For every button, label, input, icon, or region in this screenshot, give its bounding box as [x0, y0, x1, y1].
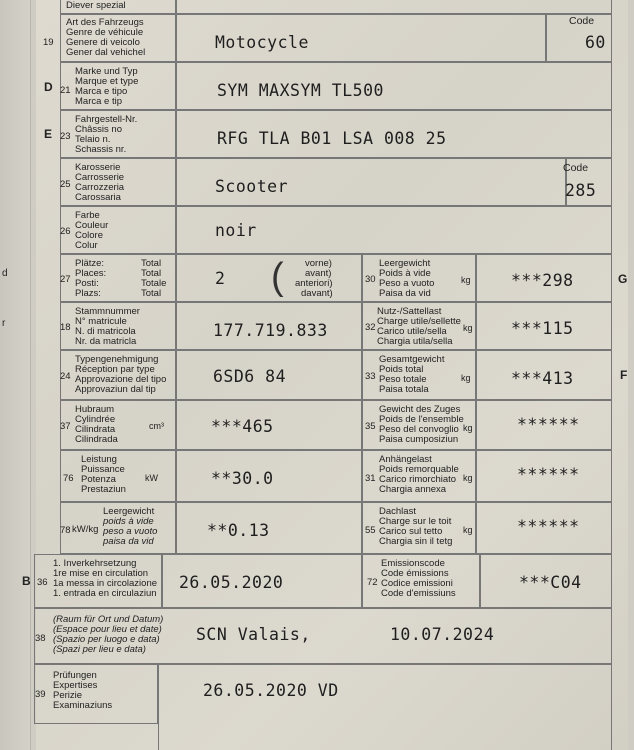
power-cell — [176, 450, 362, 502]
power-weight-ratio-cell — [176, 502, 362, 554]
field-label: Marca e tipo — [75, 86, 128, 97]
field-number: 26 — [60, 226, 71, 237]
field-35-label-cell — [362, 400, 476, 450]
total-label: Total — [141, 258, 162, 269]
margin-letter-b: B — [22, 574, 31, 588]
payload-cell — [476, 302, 612, 350]
field-label: Puissance — [81, 464, 125, 475]
field-number: 31 — [365, 473, 376, 484]
field-number: 32 — [365, 322, 376, 333]
field-number: 36 — [37, 577, 48, 588]
total-weight-cell — [476, 350, 612, 400]
unit-label: kW — [145, 473, 158, 483]
power-weight-ratio-value: **0.13 — [207, 521, 270, 540]
chassis-number-cell — [176, 110, 612, 158]
emission-code-cell — [480, 554, 612, 608]
roof-load-value: ****** — [517, 517, 580, 536]
field-label: Fahrgestell-Nr. — [75, 114, 138, 125]
field-label: Carico utile/sella — [377, 326, 447, 337]
code-label: Code — [569, 15, 595, 27]
inspection-value: 26.05.2020 VD — [203, 681, 339, 700]
bracket-icon: ( — [271, 256, 284, 298]
code-value: 60 — [585, 33, 606, 52]
field-label: Marque et type — [75, 76, 139, 87]
field-number: 78 — [60, 525, 71, 536]
field-label: Paisa totala — [379, 384, 429, 395]
field-label: Chargia utila/sella — [377, 336, 453, 347]
color-cell — [176, 206, 612, 254]
body-type-cell — [176, 158, 566, 206]
front-label: avant) — [305, 268, 332, 279]
field-number: 24 — [60, 371, 71, 382]
towing-capacity-cell — [476, 450, 612, 502]
field-number: 27 — [60, 274, 71, 285]
unit-label: kg — [461, 275, 471, 285]
field-39-label-cell — [34, 664, 158, 724]
seats-value-cell — [176, 254, 362, 302]
total-label: Totale — [141, 278, 167, 289]
field-76-label-cell — [60, 450, 176, 502]
inspection-cell — [158, 664, 612, 750]
field-label: Karosserie — [75, 162, 121, 173]
field-25-label-cell — [60, 158, 176, 206]
field-label: Farbe — [75, 210, 100, 221]
field-label: Nr. da matricla — [75, 336, 137, 347]
field-label: Charge utile/sellette — [377, 316, 461, 327]
field-number: 76 — [63, 473, 74, 484]
field-label: (Spazio per luogo e data) — [53, 634, 160, 645]
field-label: 1. entrada en circulaziun — [53, 588, 157, 599]
field-label: (Raum für Ort und Datum) — [53, 614, 164, 625]
date-value: 10.07.2024 — [390, 625, 495, 644]
field-number: 18 — [60, 322, 71, 333]
payload-value: ***115 — [511, 319, 574, 338]
code-label: Code — [563, 162, 589, 174]
body-type-value: Scooter — [215, 177, 289, 196]
field-label: Carico sul tetto — [379, 526, 443, 537]
chassis-number-value: RFG TLA B01 LSA 008 25 — [217, 129, 447, 148]
field-24-label-cell — [60, 350, 176, 400]
field-label: Peso del convoglio — [379, 424, 459, 435]
unit-label: cm³ — [149, 421, 164, 431]
field-number: 33 — [365, 371, 376, 382]
field-label: Potenza — [81, 474, 116, 485]
field-number: 23 — [60, 131, 71, 142]
field-label: Châssis no — [75, 124, 122, 135]
field-30-label-cell — [362, 254, 476, 302]
field-label: Gewicht des Zuges — [379, 404, 461, 415]
field-label: 1. Inverkehrsetzung — [53, 558, 137, 569]
field-label: Dachlast — [379, 506, 416, 517]
field-label: Carico rimorchiato — [379, 474, 457, 485]
empty-weight-cell — [476, 254, 612, 302]
header-cut-label: Diever spezial — [66, 0, 126, 11]
matriculation-number-cell — [176, 302, 362, 350]
field-number: 25 — [60, 179, 71, 190]
unit-label: kg — [463, 525, 473, 535]
field-33-label-cell — [362, 350, 476, 400]
field-label: Cilindrata — [75, 424, 116, 435]
field-label: Leergewicht — [103, 506, 155, 517]
field-label: Charge sur le toit — [379, 516, 452, 527]
field-label: Perizie — [53, 690, 83, 701]
field-label: Réception par type — [75, 364, 155, 375]
field-label: Art des Fahrzeugs — [66, 17, 144, 28]
field-32-label-cell — [362, 302, 476, 350]
margin-letter-g: G — [618, 272, 628, 286]
field-number: 37 — [60, 421, 71, 432]
margin-letter-e: E — [44, 127, 53, 141]
field-label: poids à vide — [103, 516, 154, 527]
field-label: Emissionscode — [381, 558, 445, 569]
field-label: (Espace pour lieu et date) — [53, 624, 162, 635]
field-label: Paisa cumposiziun — [379, 434, 459, 445]
field-label: Colur — [75, 240, 98, 251]
field-label: Nutz-/Sattellast — [377, 306, 442, 317]
field-number: 38 — [35, 633, 46, 644]
field-label: Approvaziun dal tip — [75, 384, 156, 395]
place-date-cell — [186, 608, 612, 664]
combination-weight-value: ****** — [517, 415, 580, 434]
field-label: Typengenehmigung — [75, 354, 159, 365]
body-code-cell — [563, 158, 612, 206]
field-label: Carossaria — [75, 192, 121, 203]
field-label: Carrozzeria — [75, 182, 125, 193]
field-37-label-cell — [60, 400, 176, 450]
seats-value: 2 — [215, 269, 226, 288]
field-label: Examinaziuns — [53, 700, 113, 711]
field-18-label-cell — [60, 302, 176, 350]
field-label: Cilindrada — [75, 434, 118, 445]
field-label: Poids à vide — [379, 268, 431, 279]
unit-label: kg — [463, 473, 473, 483]
field-label: Plazs: — [75, 288, 101, 299]
empty-weight-value: ***298 — [511, 271, 574, 290]
registration-table — [22, 0, 628, 750]
field-label: Peso totale — [379, 374, 427, 385]
field-label: Prestaziun — [81, 484, 126, 495]
field-21-label-cell — [60, 62, 176, 110]
roof-load-cell — [476, 502, 612, 554]
power-value: **30.0 — [211, 469, 274, 488]
emission-code-value: ***C04 — [519, 573, 582, 592]
field-label: Cylindrée — [75, 414, 116, 425]
field-label: Schassis nr. — [75, 144, 127, 155]
unit-label: kg — [461, 373, 471, 383]
field-label: Peso a vuoto — [379, 278, 435, 289]
field-label: Poids de l'ensemble — [379, 414, 464, 425]
first-registration-value: 26.05.2020 — [179, 573, 284, 592]
field-label: 1a messa in circolazione — [53, 578, 158, 589]
field-label: Stammnummer — [75, 306, 140, 317]
front-label: vorne) — [305, 258, 332, 269]
field-number: 21 — [60, 85, 71, 96]
field-label: Marca e tip — [75, 96, 122, 107]
field-label: Telaio n. — [75, 134, 111, 145]
field-label: Approvazione del tipo — [75, 374, 167, 385]
field-label: Marke und Typ — [75, 66, 138, 77]
type-approval-cell — [176, 350, 362, 400]
field-label: Places: — [75, 268, 107, 279]
field-label: Couleur — [75, 220, 109, 231]
margin-letter-f: F — [620, 368, 628, 382]
displacement-value: ***465 — [211, 417, 274, 436]
field-label: Hubraum — [75, 404, 115, 415]
field-label: Expertises — [53, 680, 98, 691]
field-number: 30 — [365, 274, 376, 285]
field-55-label-cell — [362, 502, 476, 554]
place-value: SCN Valais, — [196, 625, 311, 644]
unit-label: kg — [463, 323, 473, 333]
field-label: Carrosserie — [75, 172, 125, 183]
field-label: 1re mise en circulation — [53, 568, 149, 579]
field-label: Colore — [75, 230, 103, 241]
color-value: noir — [215, 221, 257, 240]
total-weight-value: ***413 — [511, 369, 574, 388]
field-label: Gener dal vehichel — [66, 47, 146, 58]
field-31-label-cell — [362, 450, 476, 502]
field-label: Poids remorquable — [379, 464, 459, 475]
field-19-label-cell — [43, 14, 176, 62]
header-cut-value-cell — [176, 0, 612, 14]
field-38-label-cell — [34, 608, 186, 664]
field-label: Leistung — [81, 454, 117, 465]
total-label: Total — [141, 268, 162, 279]
field-label: Gesamtgewicht — [379, 354, 445, 365]
towing-capacity-value: ****** — [517, 465, 580, 484]
margin-letter-d: D — [44, 80, 53, 94]
field-label: Chargia annexa — [379, 484, 447, 495]
side-mark: d — [2, 268, 8, 279]
field-label: (Spazi per lieu e data) — [53, 644, 146, 655]
field-label: Paisa da vid — [379, 288, 431, 299]
field-26-label-cell — [60, 206, 176, 254]
field-label: Prüfungen — [53, 670, 97, 681]
field-label: Codice emissioni — [381, 578, 453, 589]
field-label: Chargia sin il tetg — [379, 536, 453, 547]
field-label: Genre de véhicule — [66, 27, 144, 38]
vehicle-type-cell — [176, 14, 546, 62]
field-label: Genere di veicolo — [66, 37, 140, 48]
field-number: 72 — [367, 577, 378, 588]
field-label: peso a vuoto — [103, 526, 158, 537]
field-label: Code d'emissiuns — [381, 588, 456, 599]
front-label: davant) — [301, 288, 333, 299]
field-label: paisa da vid — [103, 536, 154, 547]
field-label: Leergewicht — [379, 258, 431, 269]
displacement-cell — [176, 400, 362, 450]
total-label: Total — [141, 288, 162, 299]
field-label: Code émissions — [381, 568, 449, 579]
field-number: 55 — [365, 525, 376, 536]
side-mark: r — [2, 318, 6, 329]
matriculation-number-value: 177.719.833 — [213, 321, 328, 340]
field-label: Posti: — [75, 278, 99, 289]
field-label: N. di matricola — [75, 326, 136, 337]
field-78-label-cell — [60, 502, 176, 554]
make-model-cell — [176, 62, 612, 110]
make-model-value: SYM MAXSYM TL500 — [217, 81, 384, 100]
field-number: 19 — [43, 37, 54, 48]
field-72-label-cell — [362, 554, 480, 608]
field-label: Plätze: — [75, 258, 105, 269]
header-cut-cell — [60, 0, 176, 14]
vehicle-type-code-cell — [546, 14, 612, 62]
field-36-label-cell — [34, 554, 162, 608]
field-number: 39 — [35, 689, 46, 700]
field-label: Anhängelast — [379, 454, 432, 465]
vehicle-type-value: Motocycle — [215, 33, 309, 52]
field-label: Poids total — [379, 364, 424, 375]
left-page-strip — [0, 0, 31, 750]
field-prefix: kW/kg — [72, 524, 99, 535]
code-value: 285 — [565, 181, 597, 200]
type-approval-value: 6SD6 84 — [213, 367, 287, 386]
front-label: anteriori) — [295, 278, 333, 289]
seats-label-cell — [60, 254, 176, 302]
field-number: 35 — [365, 421, 376, 432]
unit-label: kg — [463, 423, 473, 433]
field-label: N° matricule — [75, 316, 127, 327]
combination-weight-cell — [476, 400, 612, 450]
field-23-label-cell — [60, 110, 176, 158]
first-registration-cell — [162, 554, 362, 608]
